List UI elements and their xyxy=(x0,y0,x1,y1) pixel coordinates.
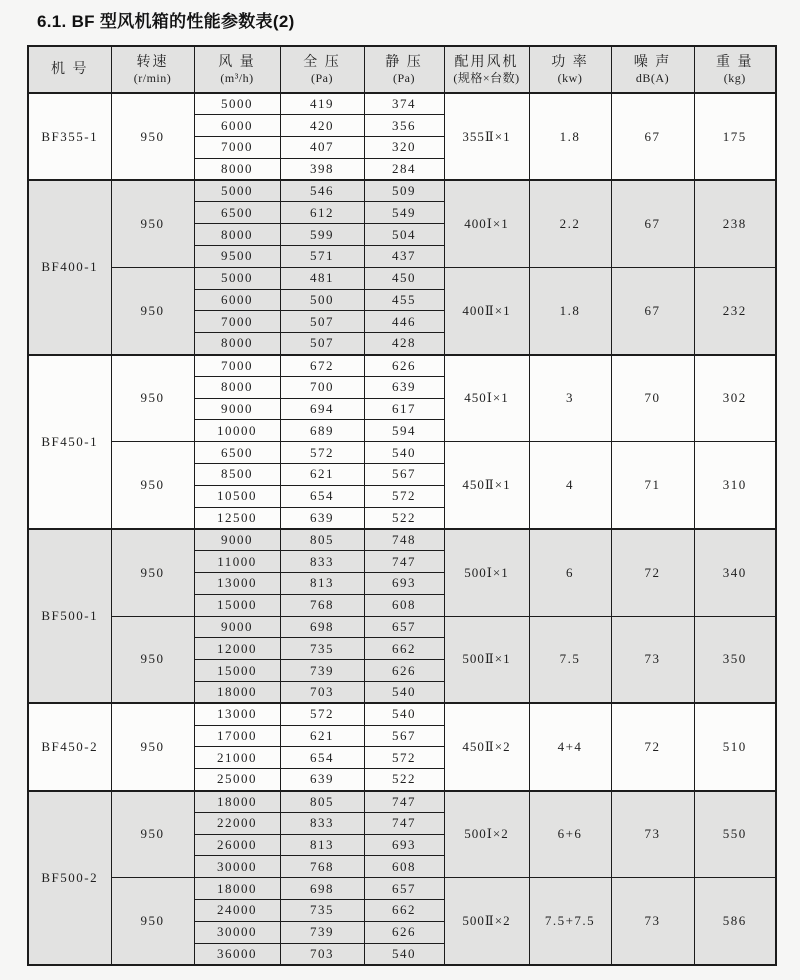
speed-cell: 950 xyxy=(111,878,194,965)
weight-cell: 550 xyxy=(694,791,776,878)
static-pressure-cell: 572 xyxy=(364,485,444,507)
static-pressure-cell: 450 xyxy=(364,267,444,289)
static-pressure-cell: 617 xyxy=(364,398,444,420)
weight-cell: 510 xyxy=(694,703,776,790)
airflow-cell: 10000 xyxy=(194,420,280,442)
total-pressure-cell: 768 xyxy=(280,594,364,616)
noise-cell: 70 xyxy=(611,355,694,442)
static-pressure-cell: 437 xyxy=(364,246,444,268)
model-cell: BF450-1 xyxy=(28,355,111,529)
airflow-cell: 18000 xyxy=(194,791,280,813)
airflow-cell: 25000 xyxy=(194,769,280,791)
total-pressure-cell: 700 xyxy=(280,376,364,398)
total-pressure-cell: 507 xyxy=(280,333,364,355)
table-row xyxy=(28,93,776,115)
weight-cell: 310 xyxy=(694,442,776,529)
static-pressure-cell: 572 xyxy=(364,747,444,769)
airflow-cell: 7000 xyxy=(194,311,280,333)
total-pressure-cell: 419 xyxy=(280,93,364,115)
static-pressure-cell: 356 xyxy=(364,115,444,137)
power-cell: 7.5 xyxy=(529,616,611,703)
airflow-cell: 8500 xyxy=(194,464,280,486)
static-pressure-cell: 626 xyxy=(364,921,444,943)
airflow-cell: 36000 xyxy=(194,943,280,965)
power-cell: 3 xyxy=(529,355,611,442)
speed-cell: 950 xyxy=(111,93,194,180)
total-pressure-cell: 698 xyxy=(280,616,364,638)
power-cell: 7.5+7.5 xyxy=(529,878,611,965)
column-header-airflow: 风 量 (m³/h) xyxy=(194,46,280,93)
static-pressure-cell: 540 xyxy=(364,703,444,725)
power-cell: 6 xyxy=(529,529,611,616)
table-body xyxy=(28,93,776,965)
static-pressure-cell: 662 xyxy=(364,899,444,921)
table-row xyxy=(28,355,776,377)
static-pressure-cell: 608 xyxy=(364,594,444,616)
noise-cell: 73 xyxy=(611,878,694,965)
table-row xyxy=(28,878,776,900)
static-pressure-cell: 693 xyxy=(364,834,444,856)
column-header-weight: 重 量 (kg) xyxy=(694,46,776,93)
total-pressure-cell: 654 xyxy=(280,485,364,507)
airflow-cell: 13000 xyxy=(194,703,280,725)
total-pressure-cell: 698 xyxy=(280,878,364,900)
speed-cell: 950 xyxy=(111,791,194,878)
static-pressure-cell: 374 xyxy=(364,93,444,115)
total-pressure-cell: 639 xyxy=(280,507,364,529)
fan-config-cell: 500Ⅰ×1 xyxy=(444,529,529,616)
total-pressure-cell: 572 xyxy=(280,442,364,464)
airflow-cell: 6500 xyxy=(194,202,280,224)
static-pressure-cell: 567 xyxy=(364,464,444,486)
speed-cell: 950 xyxy=(111,180,194,267)
total-pressure-cell: 599 xyxy=(280,224,364,246)
speed-cell: 950 xyxy=(111,616,194,703)
static-pressure-cell: 747 xyxy=(364,551,444,573)
fan-config-cell: 400Ⅰ×1 xyxy=(444,180,529,267)
static-pressure-cell: 657 xyxy=(364,616,444,638)
static-pressure-cell: 522 xyxy=(364,769,444,791)
airflow-cell: 6000 xyxy=(194,289,280,311)
fan-config-cell: 400Ⅱ×1 xyxy=(444,267,529,354)
fan-config-cell: 500Ⅰ×2 xyxy=(444,791,529,878)
airflow-cell: 24000 xyxy=(194,899,280,921)
speed-cell: 950 xyxy=(111,703,194,790)
total-pressure-cell: 739 xyxy=(280,660,364,682)
airflow-cell: 5000 xyxy=(194,267,280,289)
weight-cell: 302 xyxy=(694,355,776,442)
page-title: 6.1. BF 型风机箱的性能参数表(2) xyxy=(37,12,295,31)
total-pressure-cell: 571 xyxy=(280,246,364,268)
total-pressure-cell: 703 xyxy=(280,682,364,704)
static-pressure-cell: 540 xyxy=(364,682,444,704)
table-row xyxy=(28,529,776,551)
static-pressure-cell: 657 xyxy=(364,878,444,900)
column-header-total-pressure: 全 压 (Pa) xyxy=(280,46,364,93)
fan-config-cell: 500Ⅱ×2 xyxy=(444,878,529,965)
airflow-cell: 8000 xyxy=(194,376,280,398)
total-pressure-cell: 694 xyxy=(280,398,364,420)
total-pressure-cell: 546 xyxy=(280,180,364,202)
airflow-cell: 22000 xyxy=(194,812,280,834)
total-pressure-cell: 507 xyxy=(280,311,364,333)
airflow-cell: 15000 xyxy=(194,594,280,616)
noise-cell: 72 xyxy=(611,703,694,790)
total-pressure-cell: 654 xyxy=(280,747,364,769)
airflow-cell: 8000 xyxy=(194,224,280,246)
total-pressure-cell: 703 xyxy=(280,943,364,965)
airflow-cell: 12000 xyxy=(194,638,280,660)
static-pressure-cell: 549 xyxy=(364,202,444,224)
noise-cell: 73 xyxy=(611,616,694,703)
total-pressure-cell: 612 xyxy=(280,202,364,224)
static-pressure-cell: 693 xyxy=(364,573,444,595)
model-cell: BF400-1 xyxy=(28,180,111,354)
static-pressure-cell: 455 xyxy=(364,289,444,311)
total-pressure-cell: 420 xyxy=(280,115,364,137)
table-row xyxy=(28,791,776,813)
airflow-cell: 18000 xyxy=(194,878,280,900)
airflow-cell: 7000 xyxy=(194,137,280,159)
column-header-power: 功 率 (kw) xyxy=(529,46,611,93)
total-pressure-cell: 735 xyxy=(280,899,364,921)
total-pressure-cell: 805 xyxy=(280,791,364,813)
weight-cell: 586 xyxy=(694,878,776,965)
static-pressure-cell: 540 xyxy=(364,943,444,965)
total-pressure-cell: 621 xyxy=(280,725,364,747)
column-header-noise: 噪 声 dB(A) xyxy=(611,46,694,93)
noise-cell: 72 xyxy=(611,529,694,616)
airflow-cell: 13000 xyxy=(194,573,280,595)
total-pressure-cell: 768 xyxy=(280,856,364,878)
column-header-model: 机 号 xyxy=(28,46,111,93)
static-pressure-cell: 522 xyxy=(364,507,444,529)
total-pressure-cell: 735 xyxy=(280,638,364,660)
fan-config-cell: 500Ⅱ×1 xyxy=(444,616,529,703)
static-pressure-cell: 594 xyxy=(364,420,444,442)
table-row xyxy=(28,442,776,464)
table-row xyxy=(28,616,776,638)
weight-cell: 350 xyxy=(694,616,776,703)
static-pressure-cell: 320 xyxy=(364,137,444,159)
table-row xyxy=(28,703,776,725)
total-pressure-cell: 398 xyxy=(280,158,364,180)
total-pressure-cell: 500 xyxy=(280,289,364,311)
power-cell: 4 xyxy=(529,442,611,529)
speed-cell: 950 xyxy=(111,355,194,442)
airflow-cell: 8000 xyxy=(194,158,280,180)
static-pressure-cell: 567 xyxy=(364,725,444,747)
speed-cell: 950 xyxy=(111,442,194,529)
fan-config-cell: 450Ⅱ×2 xyxy=(444,703,529,790)
total-pressure-cell: 739 xyxy=(280,921,364,943)
static-pressure-cell: 626 xyxy=(364,660,444,682)
static-pressure-cell: 540 xyxy=(364,442,444,464)
static-pressure-cell: 747 xyxy=(364,812,444,834)
table-header xyxy=(28,46,776,93)
column-header-static-pressure: 静 压 (Pa) xyxy=(364,46,444,93)
power-cell: 1.8 xyxy=(529,93,611,180)
airflow-cell: 21000 xyxy=(194,747,280,769)
static-pressure-cell: 747 xyxy=(364,791,444,813)
total-pressure-cell: 572 xyxy=(280,703,364,725)
total-pressure-cell: 813 xyxy=(280,573,364,595)
fan-spec-table xyxy=(27,45,777,966)
total-pressure-cell: 407 xyxy=(280,137,364,159)
static-pressure-cell: 428 xyxy=(364,333,444,355)
airflow-cell: 9500 xyxy=(194,246,280,268)
model-cell: BF500-2 xyxy=(28,791,111,965)
fan-config-cell: 450Ⅱ×1 xyxy=(444,442,529,529)
power-cell: 4+4 xyxy=(529,703,611,790)
airflow-cell: 6000 xyxy=(194,115,280,137)
table-row xyxy=(28,180,776,202)
fan-config-cell: 450Ⅰ×1 xyxy=(444,355,529,442)
airflow-cell: 11000 xyxy=(194,551,280,573)
total-pressure-cell: 621 xyxy=(280,464,364,486)
noise-cell: 67 xyxy=(611,267,694,354)
static-pressure-cell: 626 xyxy=(364,355,444,377)
airflow-cell: 9000 xyxy=(194,529,280,551)
airflow-cell: 26000 xyxy=(194,834,280,856)
total-pressure-cell: 672 xyxy=(280,355,364,377)
total-pressure-cell: 833 xyxy=(280,812,364,834)
total-pressure-cell: 805 xyxy=(280,529,364,551)
total-pressure-cell: 833 xyxy=(280,551,364,573)
airflow-cell: 18000 xyxy=(194,682,280,704)
model-cell: BF500-1 xyxy=(28,529,111,703)
airflow-cell: 9000 xyxy=(194,616,280,638)
power-cell: 2.2 xyxy=(529,180,611,267)
total-pressure-cell: 689 xyxy=(280,420,364,442)
airflow-cell: 10500 xyxy=(194,485,280,507)
static-pressure-cell: 608 xyxy=(364,856,444,878)
weight-cell: 340 xyxy=(694,529,776,616)
weight-cell: 232 xyxy=(694,267,776,354)
airflow-cell: 7000 xyxy=(194,355,280,377)
static-pressure-cell: 284 xyxy=(364,158,444,180)
model-cell: BF355-1 xyxy=(28,93,111,180)
static-pressure-cell: 662 xyxy=(364,638,444,660)
total-pressure-cell: 639 xyxy=(280,769,364,791)
airflow-cell: 30000 xyxy=(194,856,280,878)
static-pressure-cell: 509 xyxy=(364,180,444,202)
fan-config-cell: 355Ⅱ×1 xyxy=(444,93,529,180)
noise-cell: 67 xyxy=(611,180,694,267)
weight-cell: 238 xyxy=(694,180,776,267)
airflow-cell: 9000 xyxy=(194,398,280,420)
header-row xyxy=(28,46,776,93)
airflow-cell: 30000 xyxy=(194,921,280,943)
speed-cell: 950 xyxy=(111,267,194,354)
weight-cell: 175 xyxy=(694,93,776,180)
noise-cell: 67 xyxy=(611,93,694,180)
column-header-speed: 转速 (r/min) xyxy=(111,46,194,93)
power-cell: 1.8 xyxy=(529,267,611,354)
noise-cell: 71 xyxy=(611,442,694,529)
table-row xyxy=(28,267,776,289)
static-pressure-cell: 639 xyxy=(364,376,444,398)
airflow-cell: 8000 xyxy=(194,333,280,355)
airflow-cell: 12500 xyxy=(194,507,280,529)
static-pressure-cell: 446 xyxy=(364,311,444,333)
airflow-cell: 5000 xyxy=(194,180,280,202)
airflow-cell: 5000 xyxy=(194,93,280,115)
total-pressure-cell: 813 xyxy=(280,834,364,856)
total-pressure-cell: 481 xyxy=(280,267,364,289)
speed-cell: 950 xyxy=(111,529,194,616)
static-pressure-cell: 504 xyxy=(364,224,444,246)
column-header-fan-config: 配用风机 (规格×台数) xyxy=(444,46,529,93)
static-pressure-cell: 748 xyxy=(364,529,444,551)
airflow-cell: 17000 xyxy=(194,725,280,747)
power-cell: 6+6 xyxy=(529,791,611,878)
model-cell: BF450-2 xyxy=(28,703,111,790)
airflow-cell: 6500 xyxy=(194,442,280,464)
airflow-cell: 15000 xyxy=(194,660,280,682)
noise-cell: 73 xyxy=(611,791,694,878)
